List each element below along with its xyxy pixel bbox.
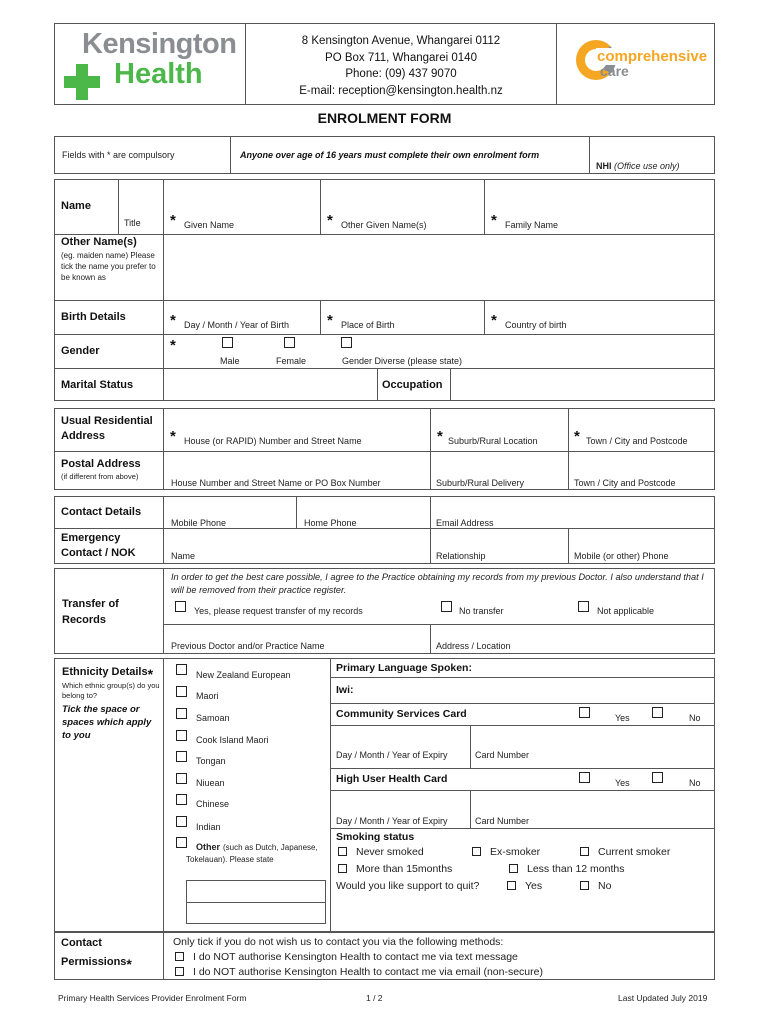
ex-smoker-label: Ex-smoker — [490, 846, 541, 858]
place-birth-required: * — [327, 312, 333, 329]
ethnicity-required: * — [147, 666, 154, 682]
previous-address-label: Address / Location — [436, 641, 511, 651]
form-title: ENROLMENT FORM — [317, 110, 452, 126]
gender-required: * — [170, 337, 176, 354]
huhc-label: High User Health Card — [336, 773, 448, 785]
phone-number: Phone: (09) 437 9070 — [345, 68, 457, 80]
iwi-label: Iwi: — [336, 684, 354, 696]
ethnicity-instruction: Tick the space or spaces which apply to you — [62, 704, 152, 741]
eth-nz-european-label: New Zealand European — [196, 670, 291, 680]
diverse-checkbox[interactable] — [341, 337, 352, 348]
address-line-2: PO Box 711, Whangarei 0140 — [325, 51, 477, 64]
current-smoker-checkbox[interactable] — [580, 847, 589, 856]
postal-house-label: House Number and Street Name or PO Box Number — [171, 478, 381, 488]
female-label: Female — [276, 356, 307, 366]
emergency-contact-label: Emergency Contact / NOK — [61, 532, 136, 559]
less-12months-checkbox[interactable] — [509, 864, 518, 873]
transfer-consent: In order to get the best care possible, I agree to the Practice obtaining my records from my previous Doctor. I also understand that I will be removed from their practice register. — [171, 572, 704, 595]
ethnicity-label — [62, 666, 153, 682]
comprehensive-care-logo — [572, 38, 712, 90]
eth-nz-european-checkbox[interactable] — [176, 664, 187, 675]
footer-updated: Last Updated July 2019 — [618, 993, 708, 1003]
permissions-label-text: Permissions — [61, 956, 127, 968]
eth-cook-island-checkbox[interactable] — [176, 730, 187, 741]
smoking-status-label: Smoking status — [336, 831, 415, 843]
eth-other-note: (such as Dutch, Japanese, Tokelauan). Please state — [186, 843, 318, 864]
transfer-yes-checkbox[interactable] — [175, 601, 186, 612]
marital-status-label: Marital Status — [61, 379, 134, 391]
logo-cross-icon — [64, 64, 100, 100]
birth-details-label: Birth Details — [61, 311, 126, 323]
eth-indian-label: Indian — [196, 822, 221, 832]
quit-yes-checkbox[interactable] — [507, 881, 516, 890]
country-birth-label: Country of birth — [505, 320, 567, 330]
nhi-text: NHI — [596, 161, 612, 171]
current-smoker-label: Current smoker — [598, 846, 671, 858]
town-label: Town / City and Postcode — [586, 436, 688, 446]
age-note: Anyone over age of 16 years must complete their own enrolment form — [240, 150, 540, 160]
eth-chinese-label: Chinese — [196, 799, 230, 809]
no-transfer-checkbox[interactable] — [441, 601, 452, 612]
csc-yes-checkbox[interactable] — [579, 707, 590, 718]
residential-address-label: Usual Residential Address — [61, 415, 153, 442]
header-divider-right — [556, 23, 557, 105]
kensington-logo — [62, 28, 240, 100]
postal-suburb-label: Suburb/Rural Delivery — [436, 478, 525, 488]
quit-no-checkbox[interactable] — [580, 881, 589, 890]
logo-wordmark-bottom: Health — [114, 58, 203, 90]
home-phone-label: Home Phone — [304, 518, 357, 528]
place-birth-label: Place of Birth — [341, 320, 395, 330]
occupation-label: Occupation — [382, 379, 443, 391]
other-given-required: * — [327, 212, 333, 229]
relationship-label: Relationship — [436, 551, 486, 561]
huhc-no-label: No — [689, 778, 701, 788]
ex-smoker-checkbox[interactable] — [472, 847, 481, 856]
other-given-label: Other Given Name(s) — [341, 220, 427, 230]
postal-address-label: Postal Address — [61, 458, 141, 470]
footer-page-number: 1 / 2 — [366, 993, 383, 1003]
huhc-yes-label: Yes — [615, 778, 630, 788]
name-label: Name — [61, 200, 91, 212]
contact-details-label: Contact Details — [61, 506, 142, 518]
no-text-label: I do NOT authorise Kensington Health to contact me via text message — [193, 951, 518, 963]
csc-expiry-label: Day / Month / Year of Expiry — [336, 750, 448, 760]
family-name-required: * — [491, 212, 497, 229]
eth-samoan-label: Samoan — [196, 713, 230, 723]
more-15months-checkbox[interactable] — [338, 864, 347, 873]
title-label: Title — [124, 218, 141, 228]
ethnicity-label-text: Ethnicity Details — [62, 666, 148, 678]
compulsory-note: Fields with * are compulsory — [62, 150, 175, 160]
eth-indian-checkbox[interactable] — [176, 816, 187, 827]
dob-required: * — [170, 312, 176, 329]
not-applicable-checkbox[interactable] — [578, 601, 589, 612]
male-checkbox[interactable] — [222, 337, 233, 348]
csc-no-label: No — [689, 713, 701, 723]
postal-town-label: Town / City and Postcode — [574, 478, 676, 488]
never-smoked-checkbox[interactable] — [338, 847, 347, 856]
permissions-label-line1: Contact — [61, 937, 102, 949]
footer-form-name: Primary Health Services Provider Enrolment Form — [58, 993, 247, 1003]
ethnicity-question: Which ethnic group(s) do you belong to? — [62, 681, 160, 700]
female-checkbox[interactable] — [284, 337, 295, 348]
other-names-label: Other Name(s) — [61, 236, 137, 248]
care-logo-line1: comprehensive — [597, 48, 708, 65]
male-label: Male — [220, 356, 240, 366]
logo-wordmark-top: Kensington — [82, 28, 237, 60]
eth-other-bold: Other — [196, 842, 221, 852]
given-name-label: Given Name — [184, 220, 235, 230]
eth-cook-island-label: Cook Island Maori — [196, 735, 269, 745]
huhc-expiry-label: Day / Month / Year of Expiry — [336, 816, 448, 826]
eth-tongan-label: Tongan — [196, 756, 226, 766]
nhi-label — [596, 161, 680, 171]
eth-niuean-checkbox[interactable] — [176, 773, 187, 784]
gender-label: Gender — [61, 345, 100, 357]
care-logo-line2: care — [600, 63, 629, 79]
eth-maori-label: Maori — [196, 691, 219, 701]
eth-samoan-checkbox[interactable] — [176, 708, 187, 719]
no-email-label: I do NOT authorise Kensington Health to contact me via email (non-secure) — [193, 966, 543, 978]
transfer-yes-label: Yes, please request transfer of my records — [194, 606, 363, 616]
csc-label: Community Services Card — [336, 708, 467, 720]
no-transfer-label: No transfer — [459, 606, 504, 616]
never-smoked-label: Never smoked — [356, 846, 424, 858]
huhc-card-number-label: Card Number — [475, 816, 530, 826]
suburb-required: * — [437, 428, 443, 445]
eth-chinese-checkbox[interactable] — [176, 794, 187, 805]
house-label: House (or RAPID) Number and Street Name — [184, 436, 362, 446]
house-required: * — [170, 428, 176, 445]
nok-name-label: Name — [171, 551, 196, 561]
eth-maori-checkbox[interactable] — [176, 686, 187, 697]
mobile-phone-label: Mobile Phone — [171, 518, 227, 528]
less-12months-label: Less than 12 months — [527, 863, 625, 875]
quit-no-label: No — [598, 880, 612, 892]
other-phone-label: Mobile (or other) Phone — [574, 551, 669, 561]
previous-doctor-label: Previous Doctor and/or Practice Name — [171, 641, 325, 651]
transfer-records-label: Transfer of Records — [62, 598, 119, 626]
town-required: * — [574, 428, 580, 445]
csc-no-checkbox[interactable] — [652, 707, 663, 718]
permissions-required: * — [126, 956, 132, 972]
given-name-required: * — [170, 212, 176, 229]
more-15months-label: More than 15months — [356, 863, 453, 875]
practice-address — [246, 33, 556, 99]
primary-language-label: Primary Language Spoken: — [336, 662, 472, 674]
other-names-note: (eg. maiden name) Please tick the name you prefer to be known as — [61, 251, 156, 282]
quit-yes-label: Yes — [525, 880, 543, 892]
family-name-label: Family Name — [505, 220, 559, 230]
csc-card-number-label: Card Number — [475, 750, 530, 760]
not-applicable-label: Not applicable — [597, 606, 655, 616]
email-label: Email Address — [436, 518, 494, 528]
permissions-intro: Only tick if you do not wish us to contact you via the following methods: — [173, 936, 504, 948]
nhi-office-note: (Office use only) — [614, 161, 680, 171]
permissions-label-line2 — [61, 956, 132, 972]
csc-yes-label: Yes — [615, 713, 630, 723]
address-line-1: 8 Kensington Avenue, Whangarei 0112 — [301, 35, 501, 47]
email-address: E-mail: reception@kensington.health.nz — [299, 84, 503, 97]
dob-label: Day / Month / Year of Birth — [184, 320, 290, 330]
suburb-label: Suburb/Rural Location — [448, 436, 538, 446]
eth-niuean-label: Niuean — [196, 778, 225, 788]
diverse-label: Gender Diverse (please state) — [342, 356, 463, 366]
huhc-yes-checkbox[interactable] — [579, 772, 590, 783]
country-birth-required: * — [491, 312, 497, 329]
no-text-checkbox[interactable] — [175, 952, 184, 961]
postal-address-note: (if different from above) — [61, 472, 139, 481]
huhc-no-checkbox[interactable] — [652, 772, 663, 783]
eth-tongan-checkbox[interactable] — [176, 751, 187, 762]
quit-support-label: Would you like support to quit? — [336, 880, 480, 892]
no-email-checkbox[interactable] — [175, 967, 184, 976]
